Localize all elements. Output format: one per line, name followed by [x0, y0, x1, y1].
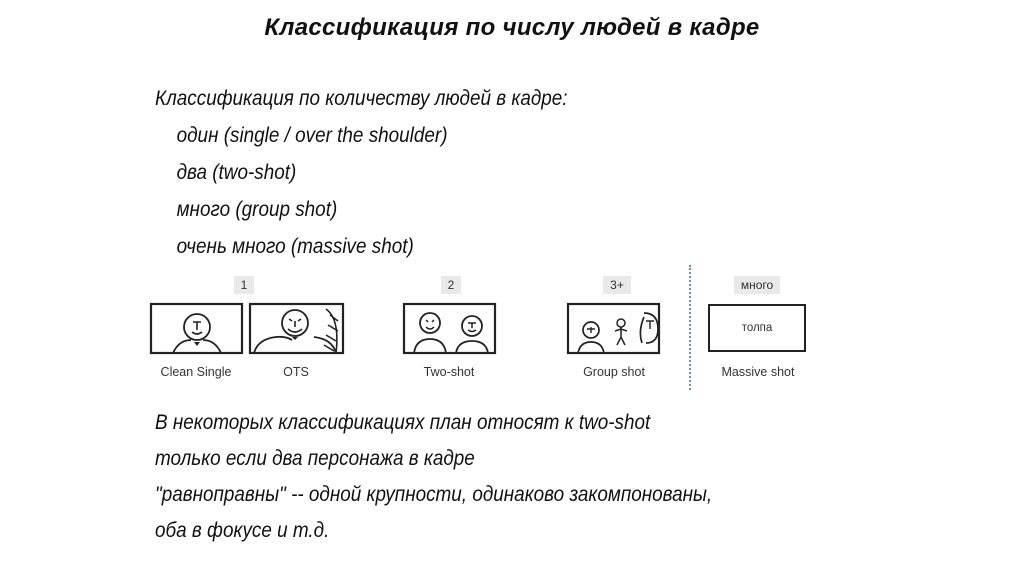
group-shot-sketch: [566, 301, 662, 357]
count-badge-three-plus: 3+: [603, 276, 631, 294]
count-badge-one: 1: [234, 276, 254, 294]
caption-ots: OTS: [283, 365, 309, 379]
note-line-2: только если два персонажа в кадре: [155, 447, 475, 470]
two-shot-sketch: [402, 301, 498, 357]
count-badge-many: много: [734, 276, 780, 294]
note-line-4: оба в фокусе и т.д.: [155, 519, 330, 542]
note-line-1: В некоторых классификациях план относят к two-shot: [155, 411, 651, 434]
count-badge-two: 2: [441, 276, 461, 294]
crowd-label: толпа: [741, 322, 773, 334]
classification-item-group: много (group shot): [176, 198, 338, 221]
ots-sketch: [248, 301, 346, 357]
caption-clean-single: Clean Single: [160, 365, 232, 379]
group-divider: [689, 265, 691, 390]
caption-group-shot: Group shot: [583, 365, 645, 379]
classification-item-single: один (single / over the shoulder): [176, 124, 448, 147]
note-line-3: "равноправны" -- одной крупности, одинаково закомпонованы,: [155, 483, 713, 506]
clean-single-sketch: [149, 301, 245, 357]
classification-heading: Классификация по количеству людей в кадре:: [155, 87, 568, 110]
caption-massive-shot: Massive shot: [721, 365, 795, 379]
classification-list: [155, 80, 568, 265]
caption-two-shot: Two-shot: [423, 365, 475, 379]
classification-item-two: два (two-shot): [176, 161, 297, 184]
classification-item-massive: очень много (massive shot): [176, 235, 414, 258]
massive-shot-frame: [708, 304, 806, 352]
note-paragraph: [155, 405, 712, 549]
slide-title: Классификация по числу людей в кадре: [264, 14, 760, 41]
